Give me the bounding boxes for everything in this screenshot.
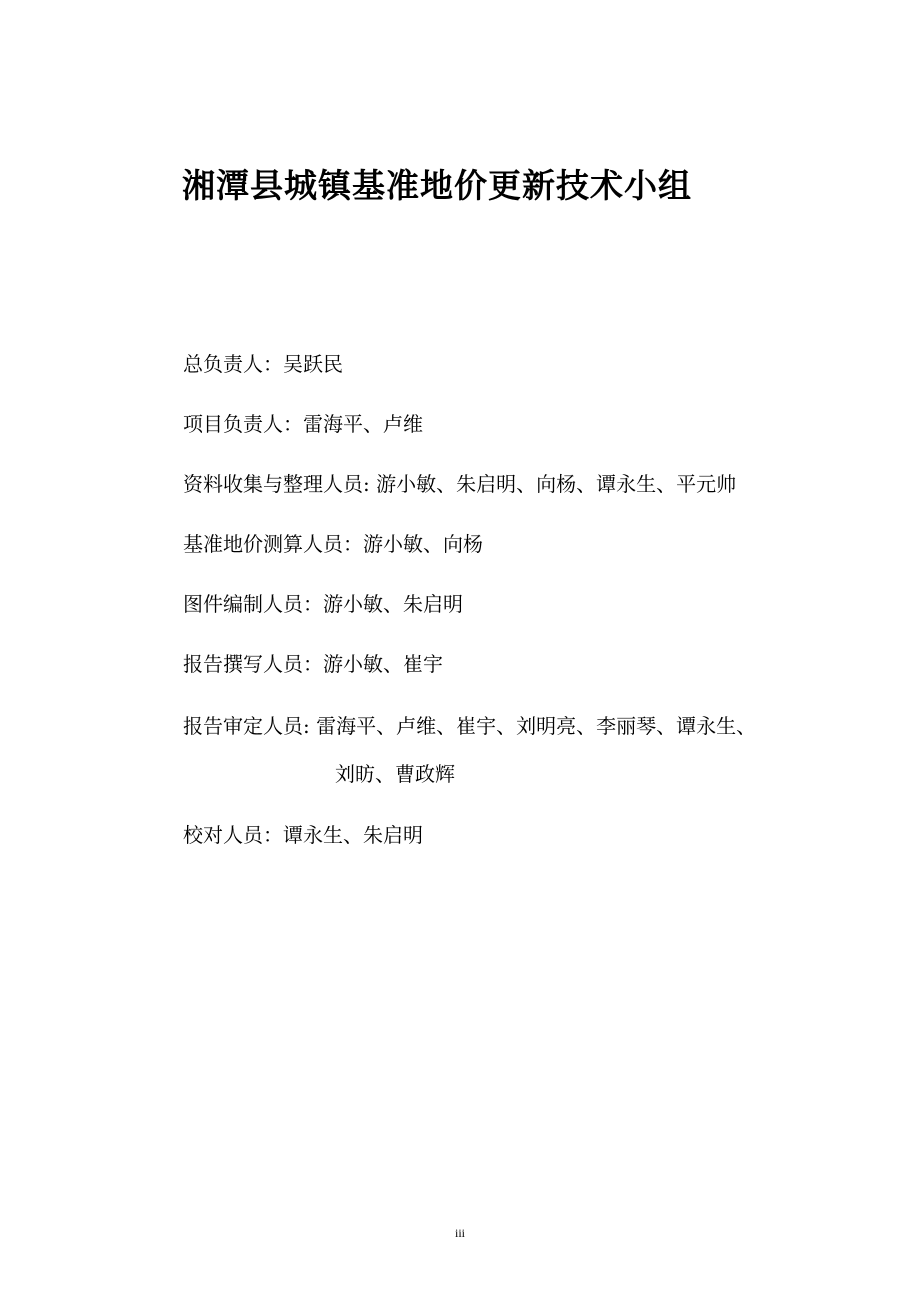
data-collection-staff-line: 资料收集与整理人员: 游小敏、朱启明、向杨、谭永生、平元帅 (183, 472, 737, 496)
proofreading-staff-line: 校对人员：谭永生、朱启明 (183, 823, 423, 847)
page-number: iii (454, 1226, 465, 1240)
report-writing-staff-line: 报告撰写人员：游小敏、崔宇 (183, 652, 443, 676)
report-review-staff-continuation: 刘昉、曹政辉 (335, 762, 455, 786)
general-leader-line: 总负责人：吴跃民 (183, 352, 343, 376)
report-review-staff-line: 报告审定人员: 雷海平、卢维、崔宇、刘明亮、李丽琴、谭永生、 (183, 714, 757, 738)
document-title: 湘潭县城镇基准地价更新技术小组 (182, 166, 692, 205)
map-compilation-staff-line: 图件编制人员：游小敏、朱启明 (183, 592, 463, 616)
land-price-calculation-staff-line: 基准地价测算人员：游小敏、向杨 (183, 532, 483, 556)
project-leader-line: 项目负责人：雷海平、卢维 (183, 412, 423, 436)
